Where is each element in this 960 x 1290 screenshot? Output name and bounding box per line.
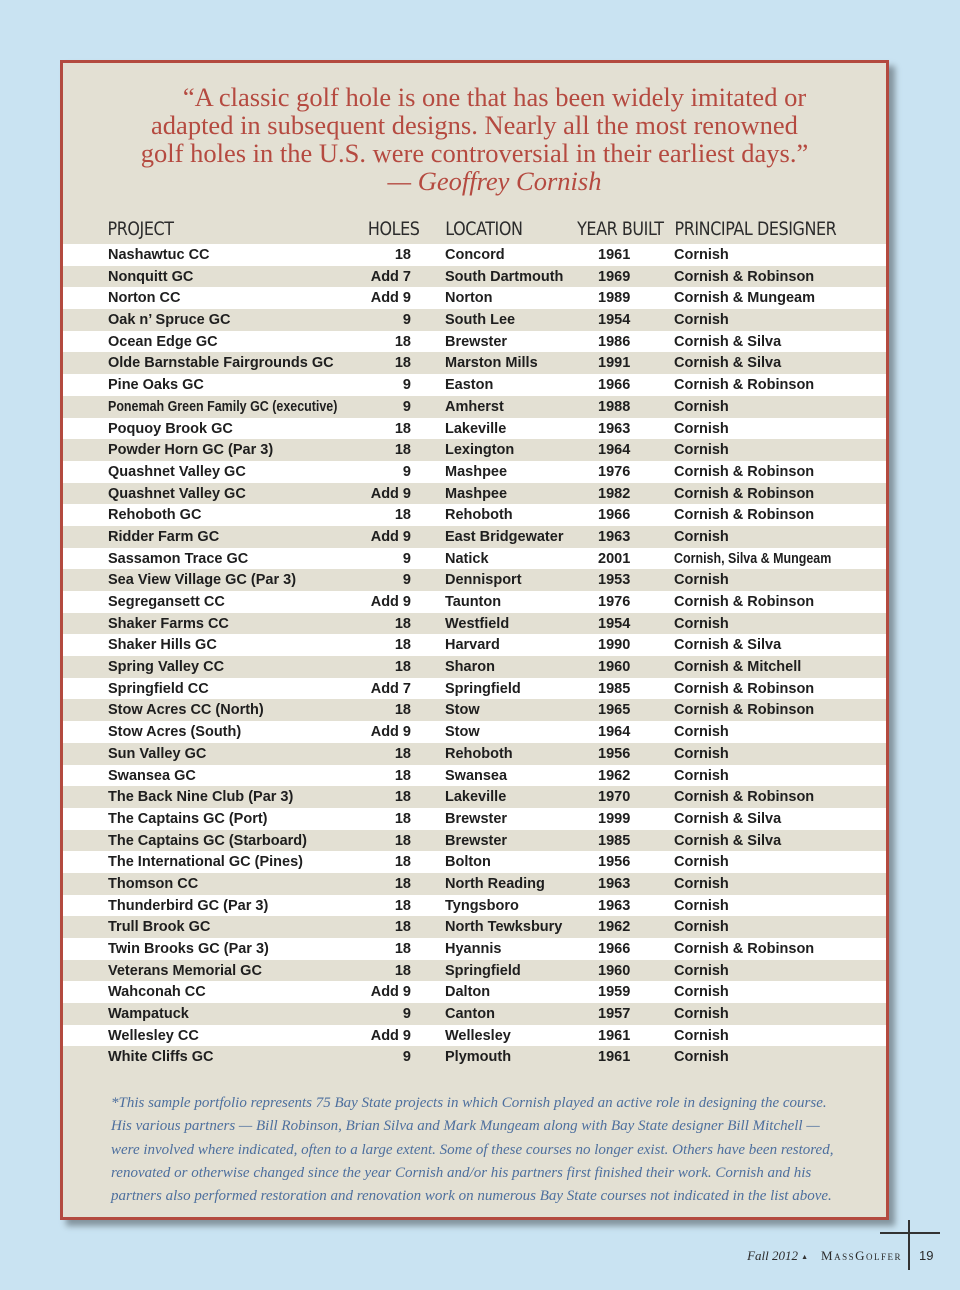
table-row [63,287,886,309]
cell-principal-designer: Cornish [674,919,729,936]
cell-holes: 18 [394,659,411,676]
cell-principal-designer: Cornish & Silva [674,810,782,827]
table-row [63,309,886,331]
cell-location: Westfield [445,615,510,632]
cell-location: Harvard [445,637,500,654]
cell-project: Rehoboth GC [108,507,202,524]
cell-year-built: 1969 [598,268,631,285]
table-row [63,895,886,917]
header-project: PROJECT [107,218,174,240]
cell-location: Lakeville [445,420,507,437]
cell-location: Marston Mills [445,355,538,372]
cell-principal-designer: Cornish [674,528,729,545]
quote-line-2: adapted in subsequent designs. Nearly all the most renowned [151,110,798,140]
cell-principal-designer: Cornish [674,572,729,589]
cell-year-built: 1976 [598,463,631,480]
portfolio-panel [60,60,889,1220]
cell-holes: 18 [394,745,411,762]
cell-location: Stow [445,702,480,719]
table-row [63,244,886,266]
cell-holes: 9 [402,377,411,394]
header-location: LOCATION [445,218,523,240]
cell-holes: 18 [394,637,411,654]
header-year-built: YEAR BUILT [577,218,664,240]
cell-principal-designer: Cornish [674,875,729,892]
table-row [63,873,886,895]
cell-principal-designer: Cornish [674,1027,729,1044]
cell-holes: 9 [402,1006,411,1023]
cell-year-built: 1970 [598,789,631,806]
cell-holes: 18 [394,941,411,957]
cell-holes: Add 9 [370,724,411,741]
cell-holes: 9 [402,1049,411,1066]
cell-year-built: 1960 [598,659,631,676]
cell-year-built: 1963 [598,420,631,437]
cell-project: Veterans Memorial GC [108,962,262,979]
cell-holes: 18 [394,442,411,459]
cell-year-built: 1959 [598,984,631,1001]
table-row [63,526,886,548]
table-row [63,656,886,678]
cell-location: Norton [445,290,493,307]
cell-location: North Reading [445,875,545,892]
cell-project: Nonquitt GC [108,268,194,285]
cell-project: The Captains GC (Starboard) [108,832,307,849]
cell-principal-designer: Cornish & Robinson [674,268,815,285]
cell-holes: 18 [394,767,411,784]
cell-principal-designer: Cornish & Robinson [674,941,815,957]
table-row [63,678,886,700]
cell-project: Stow Acres (South) [108,724,242,741]
cell-principal-designer: Cornish & Silva [674,832,782,849]
triangle-icon: ▲ [801,1254,808,1261]
cell-project: Trull Brook GC [108,919,211,936]
table-row [63,418,886,440]
cell-project: The Back Nine Club (Par 3) [108,789,294,806]
cell-location: Easton [445,377,494,394]
cell-holes: Add 9 [370,528,411,545]
cell-year-built: 1962 [598,767,631,784]
cell-principal-designer: Cornish & Silva [674,637,782,654]
cell-principal-designer: Cornish & Robinson [674,702,815,719]
cell-year-built: 1976 [598,594,631,610]
cell-principal-designer: Cornish & Mungeam [674,290,815,307]
cell-location: North Tewksbury [445,919,563,936]
cell-year-built: 1953 [598,572,631,589]
cell-principal-designer: Cornish & Silva [674,355,782,372]
cell-principal-designer: Cornish [674,984,729,1001]
table-row [63,504,886,526]
cell-year-built: 1988 [598,398,631,415]
table-row [63,352,886,374]
cell-holes: 18 [394,333,411,350]
cell-holes: 18 [394,789,411,806]
cell-project: Wellesley CC [108,1027,199,1044]
cell-project: Stow Acres CC (North) [108,702,264,719]
cell-project: Swansea GC [108,767,196,784]
cell-principal-designer: Cornish, Silva & Mungeam [674,550,832,567]
cell-location: South Dartmouth [445,268,564,285]
page-number: 19 [919,1248,934,1263]
cell-location: Brewster [445,333,508,350]
cell-principal-designer: Cornish & Robinson [674,485,815,502]
cell-holes: 18 [394,832,411,849]
cell-project: Wahconah CC [108,984,206,1001]
cell-principal-designer: Cornish [674,724,729,741]
cell-holes: Add 7 [370,268,411,285]
cell-project: Sun Valley GC [108,745,207,762]
cell-project: Quashnet Valley GC [108,463,246,480]
cell-principal-designer: Cornish [674,745,729,762]
table-row [63,938,886,960]
cell-holes: Add 9 [370,485,411,502]
cell-year-built: 1954 [598,615,631,632]
cell-year-built: 1964 [598,724,631,741]
cell-project: White Cliffs GC [108,1049,214,1066]
cell-location: Lakeville [445,789,507,806]
table-row [63,374,886,396]
cell-location: Dalton [445,984,491,1001]
table-row [63,591,886,613]
cell-location: Mashpee [445,485,508,502]
cell-location: Springfield [445,962,521,979]
crop-mark-horizontal [880,1232,940,1234]
cell-holes: Add 9 [370,594,411,610]
cell-location: Dennisport [445,572,522,589]
table-row [63,765,886,787]
cell-year-built: 1989 [598,290,631,307]
cell-year-built: 1966 [598,941,631,957]
cell-year-built: 1999 [598,810,631,827]
table-row [63,396,886,418]
cell-location: Stow [445,724,480,741]
cell-project: Pine Oaks GC [108,377,204,394]
footnote-line: renovated or otherwise changed since the year Cornish and/or his partners first finished their work. Cornish and his [111,1164,812,1181]
cell-project: Shaker Hills GC [108,637,217,654]
cell-year-built: 1961 [598,247,631,263]
cell-year-built: 1961 [598,1027,631,1044]
table-row [63,331,886,353]
cell-project: Wampatuck [108,1006,189,1023]
cell-year-built: 1991 [598,355,631,372]
magazine-name: MassGolfer [821,1248,902,1263]
cell-project: Springfield CC [108,680,209,697]
cell-holes: 18 [394,875,411,892]
cell-location: Mashpee [445,463,508,480]
cell-project: Oak n’ Spruce GC [108,312,231,329]
cell-principal-designer: Cornish [674,1049,729,1066]
cell-holes: 9 [402,572,411,589]
cell-holes: 18 [394,615,411,632]
cell-location: Concord [445,247,505,263]
cell-principal-designer: Cornish [674,962,729,979]
cell-location: Bolton [445,854,491,871]
cell-project: The International GC (Pines) [108,854,303,871]
cell-holes: Add 9 [370,290,411,307]
cell-location: South Lee [445,312,516,329]
pull-quote [63,83,886,195]
cell-location: Natick [445,550,489,567]
cell-holes: 18 [394,355,411,372]
table-row [63,916,886,938]
table-row [63,786,886,808]
cell-principal-designer: Cornish & Mitchell [674,659,802,676]
cell-project: Ocean Edge GC [108,333,218,350]
cell-location: Sharon [445,659,495,676]
cell-project: Olde Barnstable Fairgrounds GC [108,355,334,372]
cell-holes: 9 [402,550,411,567]
cell-location: Taunton [445,594,502,610]
footnote-line: partners also performed restoration and renovation work on numerous Bay State courses not indicated in the list above. [111,1188,832,1205]
cell-holes: 18 [394,507,411,524]
cell-year-built: 1963 [598,528,631,545]
cell-principal-designer: Cornish [674,1006,729,1023]
cell-holes: 18 [394,854,411,871]
cell-principal-designer: Cornish [674,420,729,437]
cell-principal-designer: Cornish [674,247,729,263]
cell-project: Nashawtuc CC [108,247,210,263]
table-row [63,743,886,765]
cell-location: Brewster [445,810,508,827]
footnote-line: were involved where indicated, often to a large extent. Some of these courses no longer exist. Others have been restored, [111,1141,834,1158]
cell-year-built: 1965 [598,702,631,719]
table-header [63,218,837,244]
table-row [63,1046,886,1068]
table-row [63,699,886,721]
cell-year-built: 1990 [598,637,631,654]
cell-holes: Add 9 [370,984,411,1001]
cell-project: Norton CC [108,290,181,307]
cell-principal-designer: Cornish & Silva [674,333,782,350]
cell-holes: Add 7 [370,680,411,697]
table-row [63,721,886,743]
cell-principal-designer: Cornish [674,442,729,459]
crop-mark-vertical [908,1220,910,1270]
cell-year-built: 1985 [598,832,631,849]
cell-year-built: 1982 [598,485,631,502]
footnote [111,1092,851,1208]
cell-project: Ridder Farm GC [108,528,220,545]
cell-holes: 18 [394,919,411,936]
quote-line-1: “A classic golf hole is one that has been widely imitated or [182,82,807,112]
cell-year-built: 1961 [598,1049,631,1066]
cell-principal-designer: Cornish [674,615,729,632]
cell-location: Tyngsboro [445,897,519,914]
cell-year-built: 1956 [598,745,631,762]
cell-principal-designer: Cornish [674,854,729,871]
cell-year-built: 1963 [598,897,631,914]
table-row [63,1003,886,1025]
cell-project: Twin Brooks GC (Par 3) [108,941,269,957]
cell-principal-designer: Cornish & Robinson [674,463,815,480]
cell-year-built: 1963 [598,875,631,892]
cell-year-built: 1960 [598,962,631,979]
header-holes: HOLES [367,218,420,240]
cell-location: Canton [445,1006,495,1023]
cell-principal-designer: Cornish & Robinson [674,789,815,806]
cell-principal-designer: Cornish & Robinson [674,507,815,524]
cell-holes: 18 [394,962,411,979]
quote-line-3: golf holes in the U.S. were controversial in their earliest days.” [140,138,809,168]
cell-year-built: 1986 [598,333,631,350]
cell-principal-designer: Cornish & Robinson [674,377,815,394]
cell-project: The Captains GC (Port) [108,810,268,827]
cell-holes: 18 [394,897,411,914]
project-table [63,244,886,1068]
cell-project: Spring Valley CC [108,659,225,676]
cell-holes: 18 [394,420,411,437]
table-row [63,851,886,873]
cell-principal-designer: Cornish [674,398,729,415]
cell-location: Hyannis [445,941,502,957]
cell-holes: 18 [394,702,411,719]
table-row [63,569,886,591]
issue-date: Fall 2012 [747,1248,798,1263]
cell-project: Quashnet Valley GC [108,485,246,502]
table-row [63,483,886,505]
cell-location: Amherst [445,398,504,415]
cell-principal-designer: Cornish [674,767,729,784]
cell-principal-designer: Cornish & Robinson [674,680,815,697]
cell-year-built: 1964 [598,442,631,459]
table-row [63,613,886,635]
cell-location: Springfield [445,680,521,697]
cell-year-built: 1954 [598,312,631,329]
cell-holes: 18 [394,810,411,827]
cell-project: Thunderbird GC (Par 3) [108,897,269,914]
header-principal-designer: PRINCIPAL DESIGNER [674,218,837,240]
cell-location: Rehoboth [445,507,513,524]
cell-project: Shaker Farms CC [108,615,229,632]
cell-year-built: 1957 [598,1006,631,1023]
cell-location: Wellesley [445,1027,511,1044]
cell-location: Swansea [445,767,508,784]
cell-location: Brewster [445,832,508,849]
cell-year-built: 1985 [598,680,631,697]
table-row [63,461,886,483]
cell-year-built: 2001 [598,550,631,567]
cell-year-built: 1966 [598,377,631,394]
cell-holes: 9 [402,398,411,415]
table-row [63,1025,886,1047]
cell-location: East Bridgewater [445,528,564,545]
table-row [63,960,886,982]
cell-location: Plymouth [445,1049,512,1066]
cell-principal-designer: Cornish [674,897,729,914]
table-row [63,548,886,570]
cell-project: Powder Horn GC (Par 3) [108,442,274,459]
cell-location: Lexington [445,442,515,459]
footnote-line: His various partners — Bill Robinson, Brian Silva and Mark Mungeam along with Bay State designer Bill Mitchell — [111,1118,820,1135]
cell-holes: 9 [402,463,411,480]
cell-principal-designer: Cornish [674,312,729,329]
table-row [63,634,886,656]
cell-project: Poquoy Brook GC [108,420,233,437]
cell-project: Thomson CC [108,875,199,892]
quote-attribution: — Geoffrey Cornish [387,166,602,196]
table-row [63,830,886,852]
cell-holes: Add 9 [370,1027,411,1044]
footnote-line: *This sample portfolio represents 75 Bay State projects in which Cornish played an active role in designing the course. [111,1095,827,1111]
cell-project: Ponemah Green Family GC (executive) [108,398,338,415]
cell-holes: 9 [402,312,411,329]
cell-holes: 18 [394,247,411,263]
table-row [63,981,886,1003]
cell-principal-designer: Cornish & Robinson [674,594,815,610]
cell-project: Sea View Village GC (Par 3) [108,572,297,589]
cell-project: Segregansett CC [108,594,225,610]
table-row [63,808,886,830]
table-row [63,439,886,461]
cell-project: Sassamon Trace GC [108,550,249,567]
cell-location: Rehoboth [445,745,513,762]
cell-year-built: 1956 [598,854,631,871]
cell-year-built: 1962 [598,919,631,936]
table-row [63,266,886,288]
cell-year-built: 1966 [598,507,631,524]
